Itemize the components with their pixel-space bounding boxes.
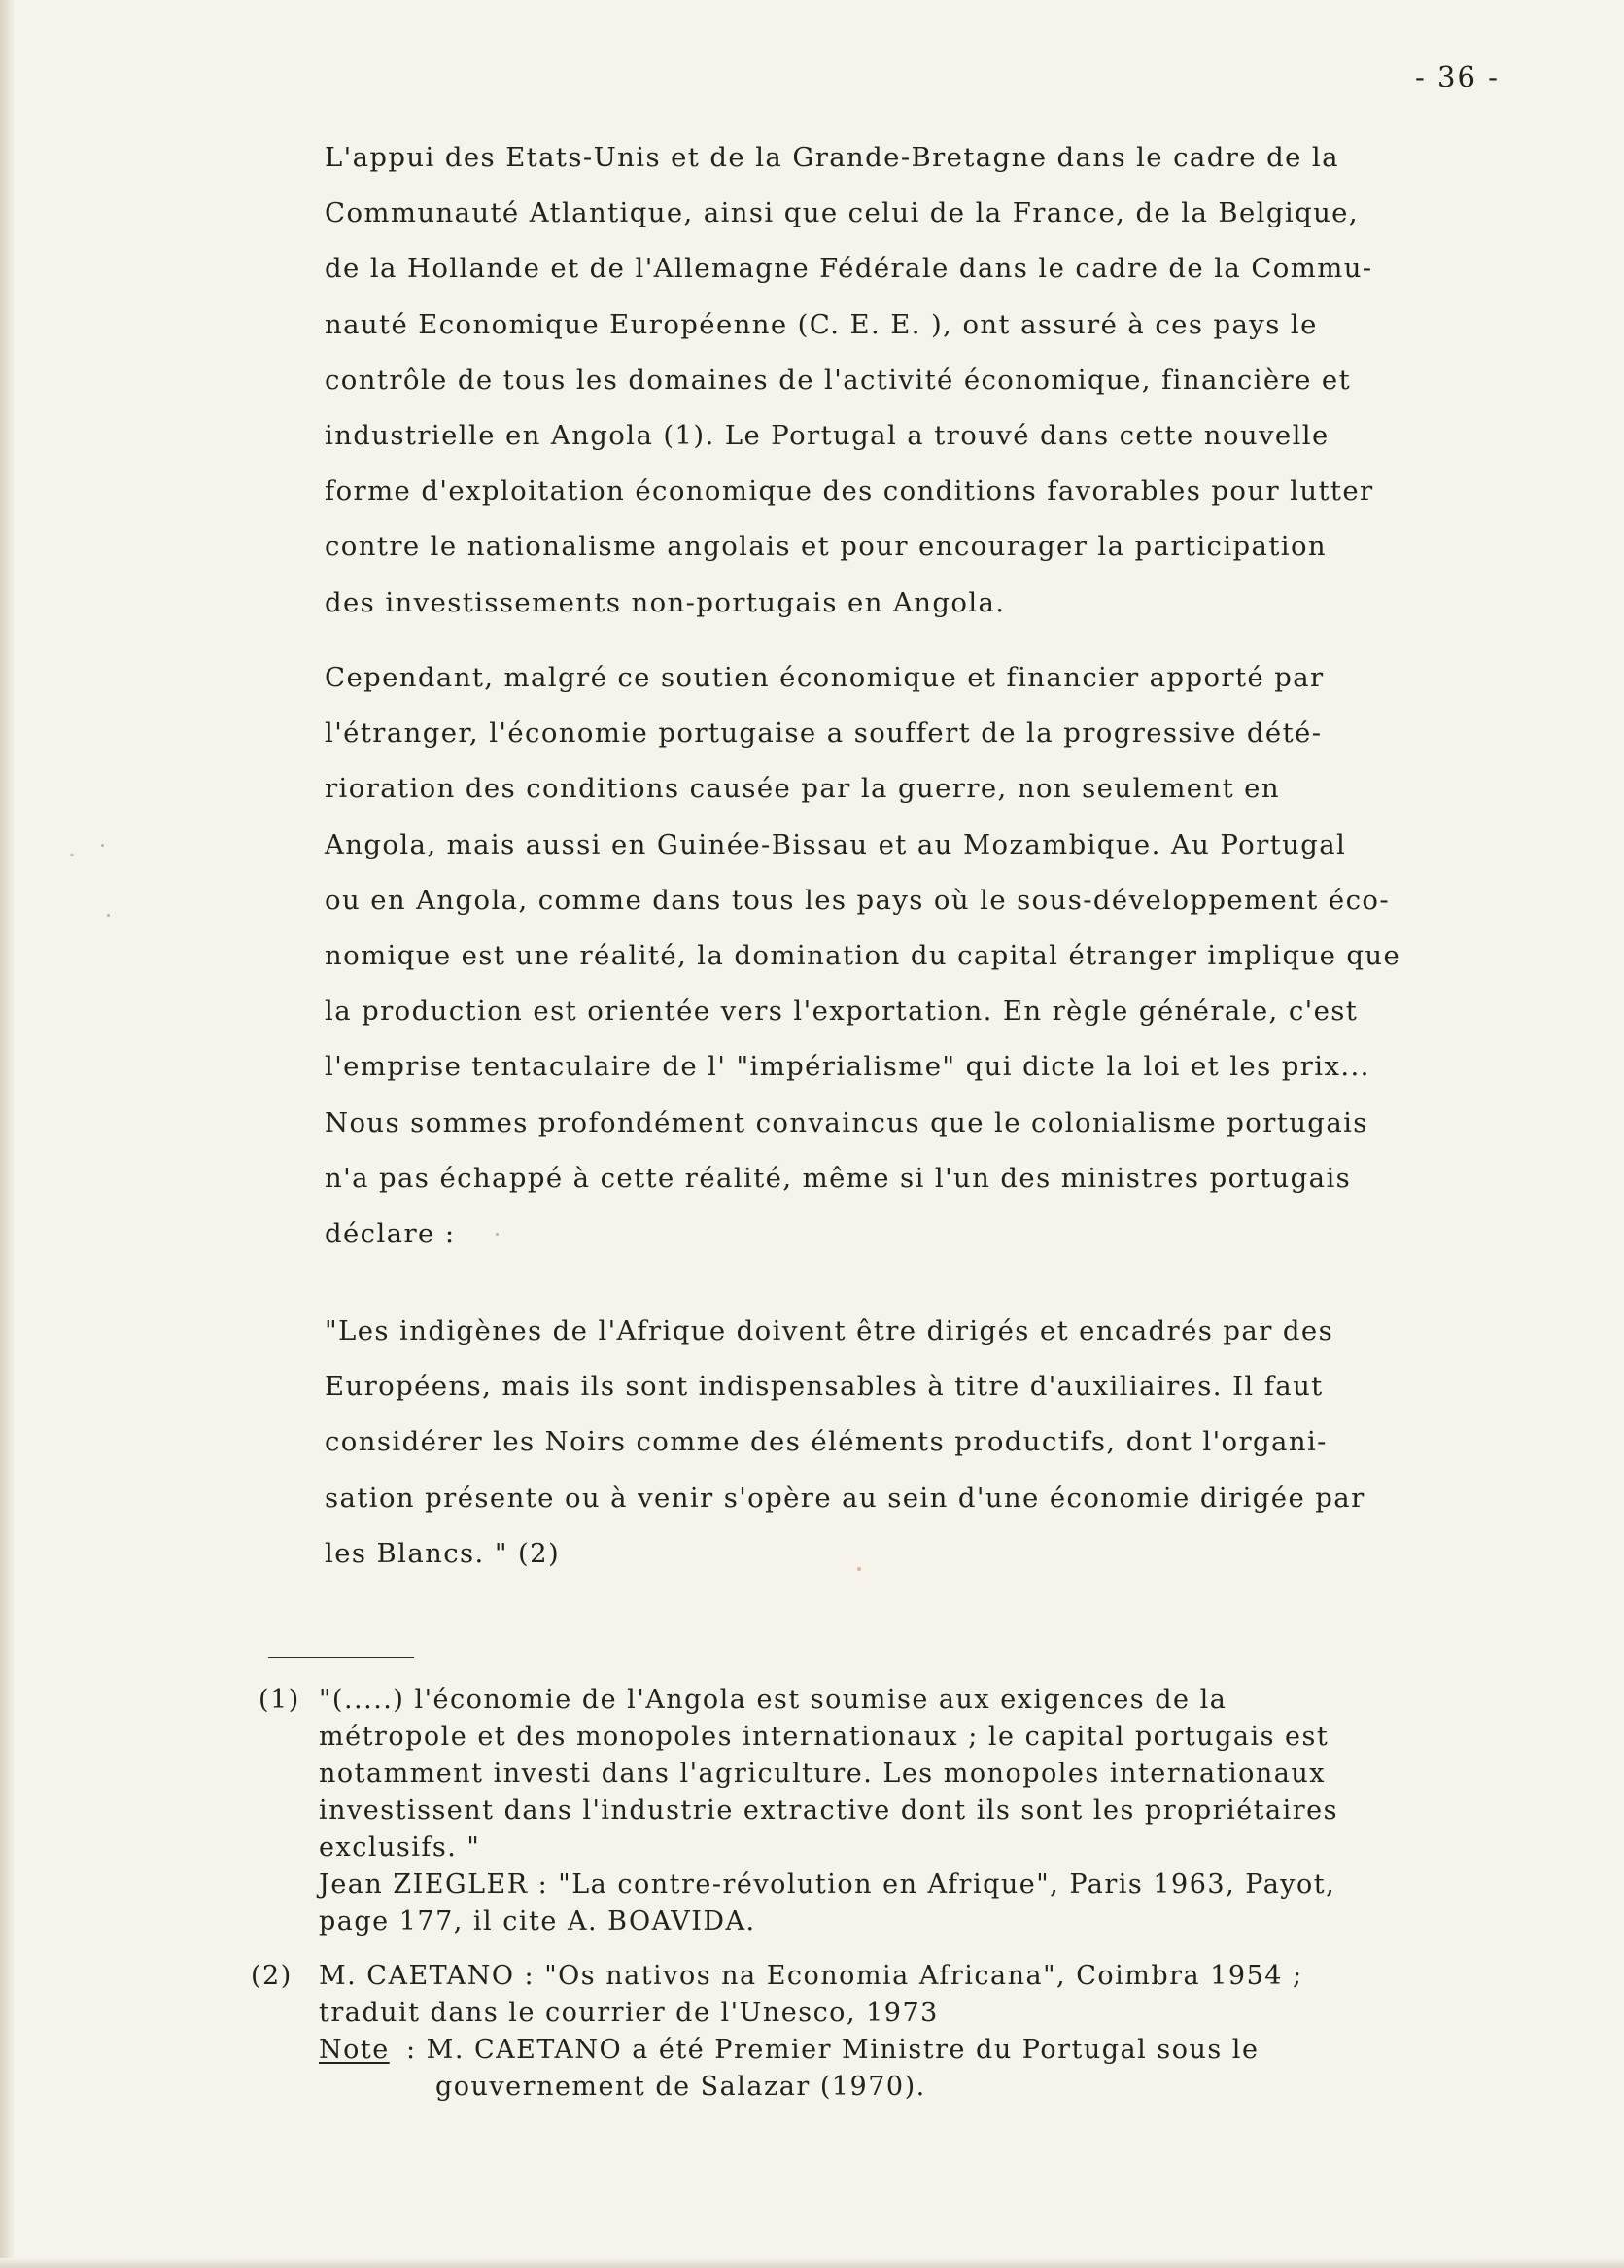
paper-speck (857, 1567, 861, 1571)
quotation-line: "Les indigènes de l'Afrique doivent être dirigés et encadrés par des (325, 1315, 1334, 1346)
paragraph-line: contre le nationalisme angolais et pour encourager la participation (325, 531, 1328, 563)
paragraph-line: des investissements non-portugais en Angola. (325, 586, 1006, 618)
page-bottom-edge (0, 2258, 1624, 2268)
paragraph-1 (325, 130, 1530, 631)
footnote-2-line: M. CAETANO : "Os nativos na Economia Africana", Coimbra 1954 ; (319, 1961, 1303, 1991)
paragraph-line: n'a pas échappé à cette réalité, même si l'un des ministres portugais (325, 1162, 1352, 1194)
paragraph-line: l'emprise tentaculaire de l' "impérialisme" qui dicte la loi et les prix... (325, 1051, 1370, 1083)
footnote-2-marker: (2) (251, 1961, 293, 1991)
paragraph-line: Angola, mais aussi en Guinée-Bissau et au Mozambique. Au Portugal (325, 828, 1347, 860)
paragraph-line: nauté Economique Européenne (C. E. E. ), ont assuré à ces pays le (325, 308, 1318, 340)
footnote-1-marker: (1) (259, 1685, 300, 1715)
paragraph-line: Communauté Atlantique, ainsi que celui de la France, de la Belgique, (325, 197, 1359, 229)
paragraph-line: de la Hollande et de l'Allemagne Fédérale dans le cadre de la Commu- (325, 253, 1373, 285)
footnote-separator (268, 1657, 414, 1658)
paragraph-line: Nous sommes profondément convaincus que le colonialisme portugais (325, 1106, 1368, 1138)
paragraph-line: rioration des conditions causée par la guerre, non seulement en (325, 773, 1280, 805)
footnote-1-line: "(.....) l'économie de l'Angola est soumise aux exigences de la (319, 1685, 1227, 1715)
paper-speck (107, 914, 110, 917)
footnote-1-line: investissent dans l'industrie extractive dont ils sont les propriétaires (319, 1796, 1338, 1826)
paragraph-2 (325, 650, 1530, 1262)
page-binding-edge (0, 0, 14, 2268)
quotation-line: sation présente ou à venir s'opère au sein d'une économie dirigée par (325, 1482, 1365, 1514)
quotation-line: Européens, mais ils sont indispensables à titre d'auxiliaires. Il faut (325, 1371, 1324, 1403)
paragraph-line: contrôle de tous les domaines de l'activité économique, financière et (325, 364, 1352, 396)
paragraph-line: industrielle en Angola (1). Le Portugal a trouvé dans cette nouvelle (325, 419, 1330, 451)
footnote-1-citation: Jean ZIEGLER : "La contre-révolution en Afrique", Paris 1963, Payot, (319, 1869, 1336, 1900)
footnote-1-line: métropole et des monopoles internationaux ; le capital portugais est (319, 1722, 1330, 1752)
footnote-2-note-line: : M. CAETANO a été Premier Ministre du Portugal sous le (406, 2035, 1260, 2065)
paragraph-line: forme d'exploitation économique des conditions favorables pour lutter (325, 475, 1374, 507)
paper-speck (496, 1233, 499, 1236)
quotation-line: considérer les Noirs comme des éléments productifs, dont l'organi- (325, 1426, 1328, 1458)
paragraph-line: ou en Angola, comme dans tous les pays où le sous-développement éco- (325, 884, 1391, 916)
footnote-1-line: exclusifs. " (319, 1832, 481, 1863)
paragraph-line: déclare : (325, 1217, 456, 1249)
paper-speck (101, 844, 104, 847)
quotation-block (325, 1304, 1530, 1582)
page-number: - 36 - (1415, 60, 1500, 93)
footnote-2-note-line: gouvernement de Salazar (1970). (435, 2072, 926, 2102)
quotation-line: les Blancs. " (2) (325, 1537, 561, 1569)
paragraph-line: L'appui des Etats-Unis et de la Grande-Bretagne dans le cadre de la (325, 142, 1339, 173)
footnote-1-line: notamment investi dans l'agriculture. Les monopoles internationaux (319, 1759, 1326, 1789)
paragraph-line: Cependant, malgré ce soutien économique et financier apporté par (325, 662, 1325, 693)
footnote-2-note-label: Note (319, 2035, 390, 2065)
paragraph-line: la production est orientée vers l'exportation. En règle générale, c'est (325, 995, 1359, 1028)
paragraph-line: l'étranger, l'économie portugaise a souffert de la progressive dété- (325, 717, 1323, 750)
footnote-2-line: traduit dans le courrier de l'Unesco, 1973 (319, 1998, 939, 2028)
paragraph-line: nomique est une réalité, la domination du capital étranger implique que (325, 939, 1401, 971)
paper-speck (70, 854, 74, 856)
footnote-1-citation: page 177, il cite A. BOAVIDA. (319, 1906, 756, 1937)
